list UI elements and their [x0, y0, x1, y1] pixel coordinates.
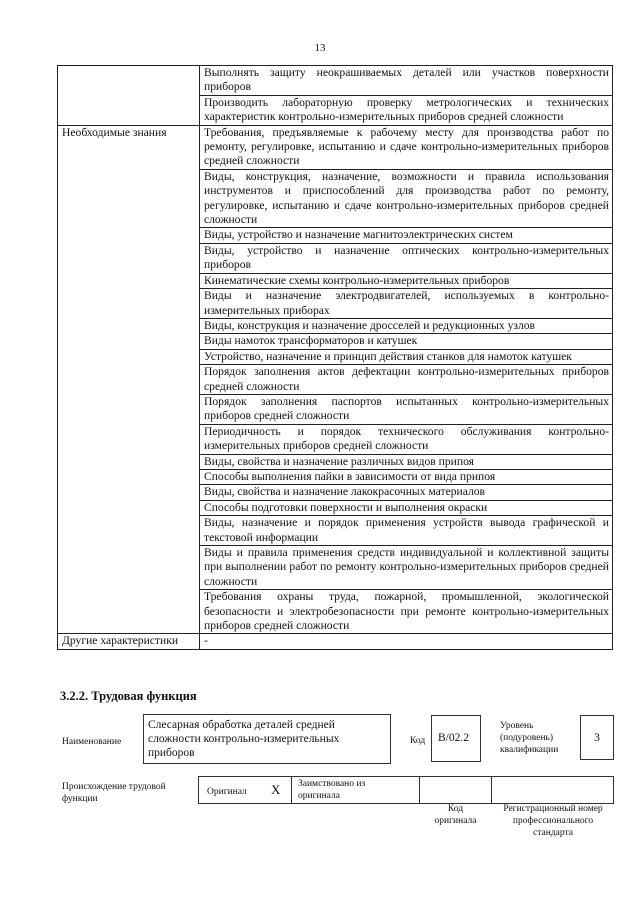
origin-divider-1	[291, 776, 292, 804]
requirement-cell: Виды, конструкция, назначение, возможности и правила использования инструментов и приспособлений для производства работ по ремонту, регулировке, испытанию и сдаче контрольно-измерительных приборов средней сложности	[200, 169, 613, 228]
original-label: Оригинал	[207, 787, 247, 797]
origin-label: Происхождение трудовой функции	[62, 782, 166, 804]
requirement-cell: Виды, устройство и назначение магнитоэлектрических систем	[200, 228, 613, 243]
level-value: 3	[594, 732, 600, 744]
origin-divider-2	[419, 776, 420, 804]
requirement-cell: Виды намоток трансформаторов и катушек	[200, 334, 613, 349]
requirement-cell: Требования охраны труда, пожарной, промышленной, экологической безопасности и электробезопасности при ремонте контрольно-измерительных приборов средней сложности	[200, 590, 613, 634]
origin-divider-3	[491, 776, 492, 804]
table-row	[58, 66, 613, 96]
borrowed-label: Заимствовано из оригинала	[298, 779, 366, 801]
requirement-cell: Виды, свойства и назначение различных видов припоя	[200, 454, 613, 469]
table-row	[58, 634, 613, 649]
requirement-cell: Устройство, назначение и принцип действия станков для намоток катушек	[200, 349, 613, 364]
row-label: Необходимые знания	[58, 125, 200, 634]
name-label: Наименование	[62, 737, 122, 747]
section-title: 3.2.2. Трудовая функция	[60, 689, 197, 703]
requirement-cell: Производить лабораторную проверку метрологических и технических характеристик контрольно-измерительных приборов средней сложности	[200, 95, 613, 125]
requirement-cell: Требования, предъявляемые к рабочему месту для производства работ по ремонту, регулировке, испытанию и сдаче контрольно-измерительных приборов средней сложности	[200, 125, 613, 169]
code-original-label: Код оригинала	[434, 804, 477, 826]
requirement-cell: Виды, конструкция и назначение дросселей и редукционных узлов	[200, 318, 613, 333]
requirement-cell: Выполнять защиту неокрашиваемых деталей или участков поверхности приборов	[200, 66, 613, 96]
code-box	[431, 715, 481, 762]
page-number: 13	[314, 42, 326, 54]
row-label	[58, 66, 200, 126]
knowledge-table	[57, 65, 613, 650]
row-label: Другие характеристики	[58, 634, 200, 649]
requirement-cell: Виды, свойства и назначение лакокрасочных материалов	[200, 485, 613, 500]
requirement-cell: Способы подготовки поверхности и выполнения окраски	[200, 500, 613, 515]
requirement-cell: Виды и назначение электродвигателей, используемых в контрольно-измерительных приборах	[200, 289, 613, 319]
requirement-cell: Порядок заполнения паспортов испытанных контрольно-измерительных приборов средней сложности	[200, 394, 613, 424]
requirement-cell: -	[200, 634, 613, 649]
code-label: Код	[410, 736, 426, 746]
requirement-cell: Способы выполнения пайки в зависимости от вида припоя	[200, 469, 613, 484]
requirement-cell: Виды и правила применения средств индивидуальной и коллективной защиты при выполнении работ по ремонту контрольно-измерительных приборов средней сложности	[200, 546, 613, 590]
requirement-cell: Виды, устройство и назначение оптических контрольно-измерительных приборов	[200, 243, 613, 273]
function-name-box	[143, 714, 391, 764]
requirement-cell: Порядок заполнения актов дефектации контрольно-измерительных приборов средней сложности	[200, 365, 613, 395]
table-body	[58, 66, 613, 650]
level-box	[580, 715, 614, 760]
requirement-cell: Виды, назначение и порядок применения устройств вывода графической и текстовой информации	[200, 516, 613, 546]
level-label: Уровень (подуровень) квалификации	[500, 721, 559, 755]
requirement-cell: Периодичность и порядок технического обслуживания контрольно-измерительных приборов средней сложности	[200, 424, 613, 454]
code-value: B/02.2	[438, 732, 469, 744]
table-row	[58, 125, 613, 169]
function-name-value: Слесарная обработка деталей средней сложности контрольно-измерительных приборов	[148, 719, 340, 759]
reg-number-label: Регистрационный номер профессионального стандарта	[503, 804, 603, 838]
requirement-cell: Кинематические схемы контрольно-измерительных приборов	[200, 273, 613, 288]
original-mark: X	[271, 782, 281, 797]
